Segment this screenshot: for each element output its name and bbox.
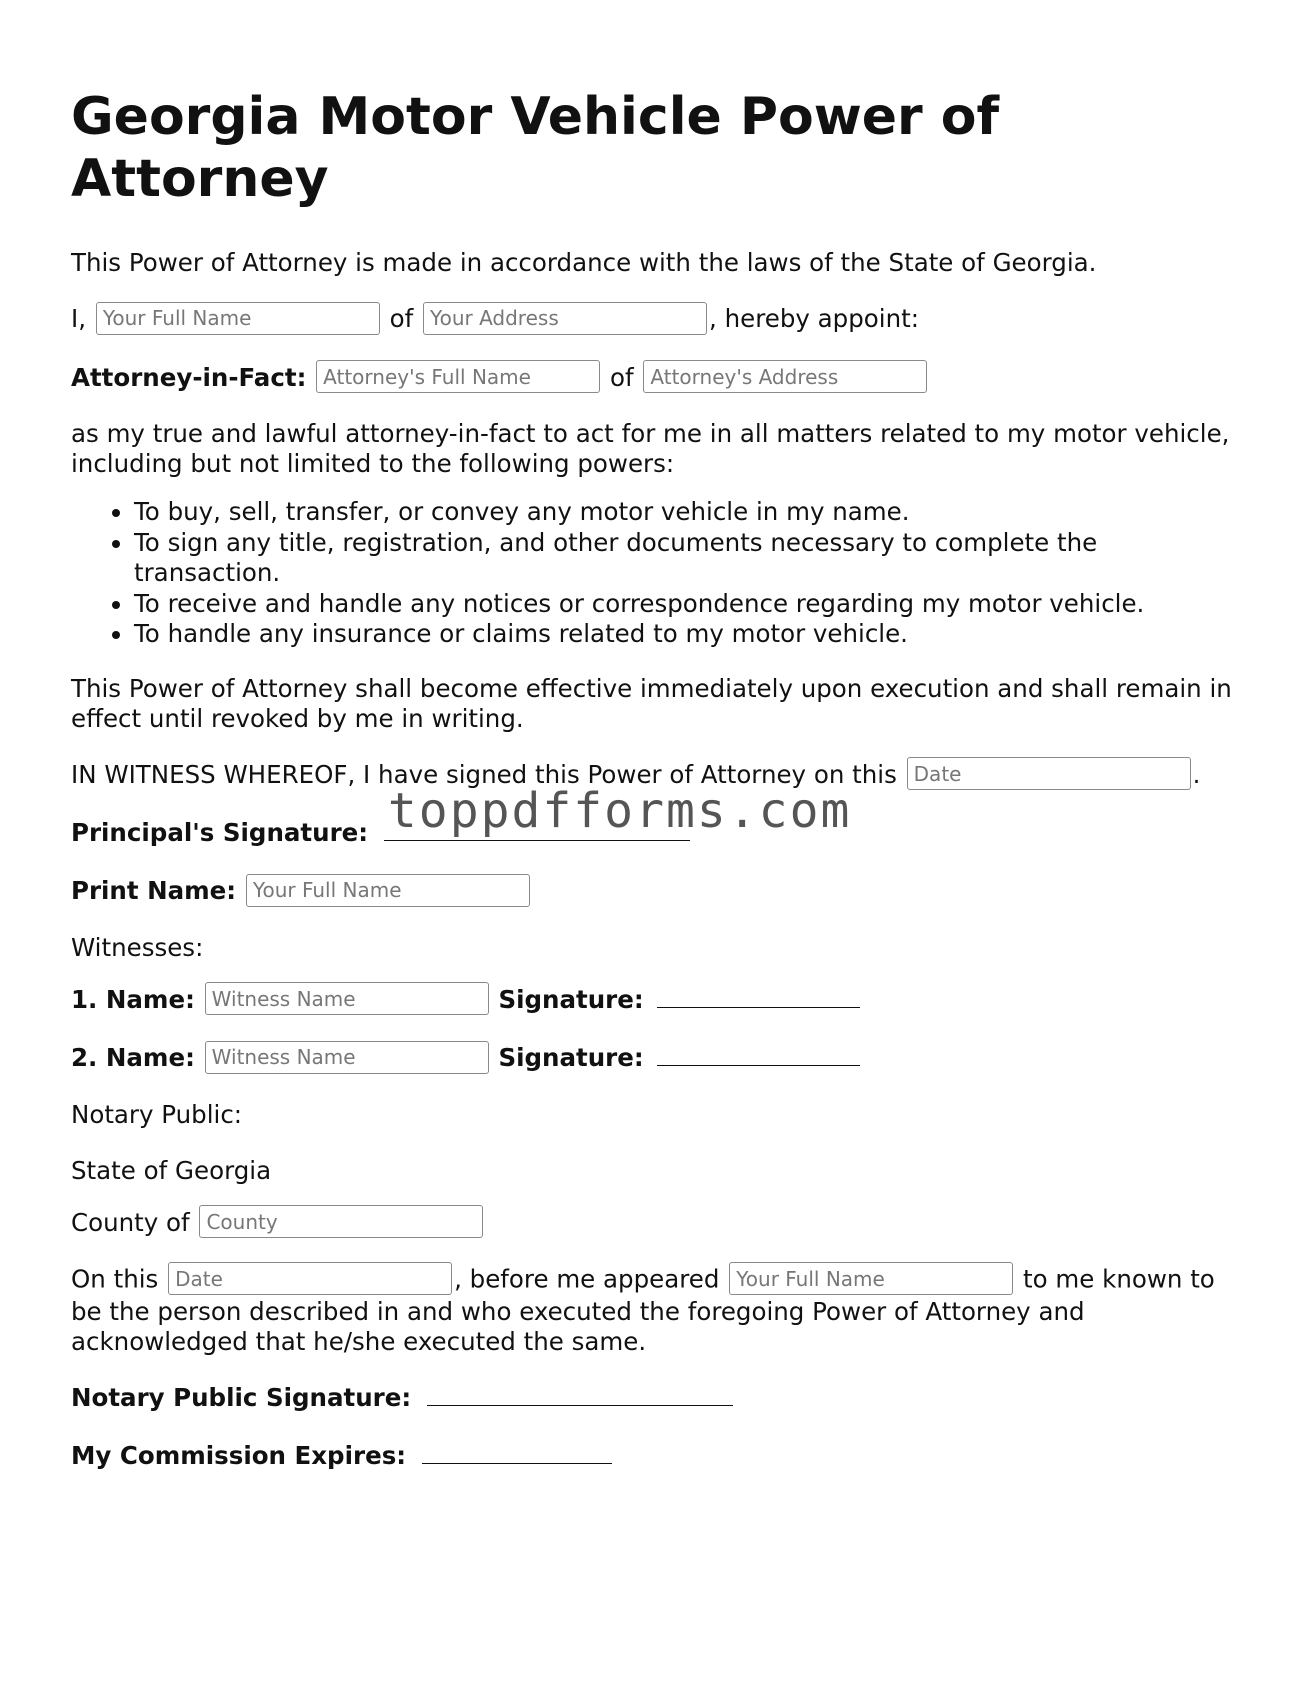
notary-signature-label: Notary Public Signature: <box>71 1383 412 1412</box>
print-name-label: Print Name: <box>71 876 237 905</box>
appoint-suffix: , hereby appoint: <box>709 304 919 333</box>
power-item: • To handle any insurance or claims related to my motor vehicle. <box>134 619 1241 650</box>
print-name-line <box>71 874 1241 909</box>
commission-line <box>71 1439 1241 1473</box>
principal-signature-line <box>71 783 1241 850</box>
intro-paragraph: This Power of Attorney is made in accordance with the laws of the State of Georgia. <box>71 248 1097 277</box>
county-label: County of <box>71 1207 190 1237</box>
notary-acknowledgment <box>71 1264 1241 1357</box>
power-item: • To receive and handle any notices or correspondence regarding my motor vehicle. <box>134 589 1241 620</box>
principal-appoint-line <box>71 302 1241 337</box>
powers-intro: as my true and lawful attorney-in-fact to act for me in all matters related to my motor vehicle, including but not limited to the following powers: <box>71 419 1230 478</box>
attorney-label: Attorney-in-Fact: <box>71 362 307 392</box>
signing-date-input[interactable] <box>907 757 1191 790</box>
county-input[interactable] <box>199 1205 483 1238</box>
witness-2-name-input[interactable] <box>205 1041 489 1074</box>
attorney-address-input[interactable] <box>643 360 927 393</box>
on-this-text: On this <box>71 1264 159 1294</box>
county-line <box>71 1206 1241 1241</box>
notary-date-input[interactable] <box>168 1262 452 1295</box>
acknowledgment-rest: to be the person described in and who executed the foregoing Power of Attorney and acknowledged that he/she executed the same. <box>71 1264 1215 1356</box>
to-me-known-text: to me known <box>1023 1264 1183 1294</box>
appoint-prefix: I, <box>71 304 87 333</box>
power-item: • To buy, sell, transfer, or convey any motor vehicle in my name. <box>134 497 1241 528</box>
watermark-text: toppdfforms.com <box>387 783 852 839</box>
witness-1-line <box>71 983 1241 1018</box>
notary-signature-line <box>71 1381 1241 1415</box>
witness-1-signature-line[interactable] <box>657 1005 860 1008</box>
appeared-name-input[interactable] <box>729 1262 1013 1295</box>
notary-heading: Notary Public: <box>71 1099 243 1129</box>
witness-whereof-text: IN WITNESS WHEREOF, I have signed this Power of Attorney on this <box>71 759 897 789</box>
witness-1-signature-label: Signature: <box>498 984 644 1014</box>
witness-whereof-end: . <box>1192 759 1201 789</box>
witness-2-signature-line[interactable] <box>657 1063 860 1066</box>
effective-paragraph: This Power of Attorney shall become effective immediately upon execution and shall remain in effect until revoked by me in writing. <box>71 673 1232 733</box>
principal-address-input[interactable] <box>423 302 707 335</box>
power-item: • To sign any title, registration, and other documents necessary to complete the transaction. <box>134 528 1241 589</box>
principal-signature-area[interactable] <box>376 783 852 850</box>
print-name-input[interactable] <box>246 874 530 907</box>
before-me-text: , before me appeared <box>454 1264 720 1294</box>
witness-2-signature-label: Signature: <box>498 1043 644 1072</box>
powers-list <box>71 497 1241 650</box>
witness-2-name-label: 2. Name: <box>71 1043 195 1072</box>
attorney-line <box>71 361 1241 396</box>
appoint-of: of <box>389 304 414 333</box>
witnesses-heading: Witnesses: <box>71 932 204 962</box>
principal-name-input[interactable] <box>96 302 380 335</box>
notary-signature-underline[interactable] <box>427 1403 733 1406</box>
document-page <box>71 86 1241 1497</box>
notary-state: State of Georgia <box>71 1155 272 1185</box>
witness-2-line <box>71 1041 1241 1076</box>
attorney-of: of <box>609 362 634 392</box>
attorney-name-input[interactable] <box>316 360 600 393</box>
commission-label: My Commission Expires: <box>71 1441 407 1470</box>
witness-1-name-input[interactable] <box>205 982 489 1015</box>
commission-underline[interactable] <box>422 1461 612 1464</box>
witness-1-name-label: 1. Name: <box>71 984 195 1014</box>
page-title: Georgia Motor Vehicle Power of Attorney <box>71 87 1000 209</box>
principal-signature-label: Principal's Signature: <box>71 818 369 847</box>
